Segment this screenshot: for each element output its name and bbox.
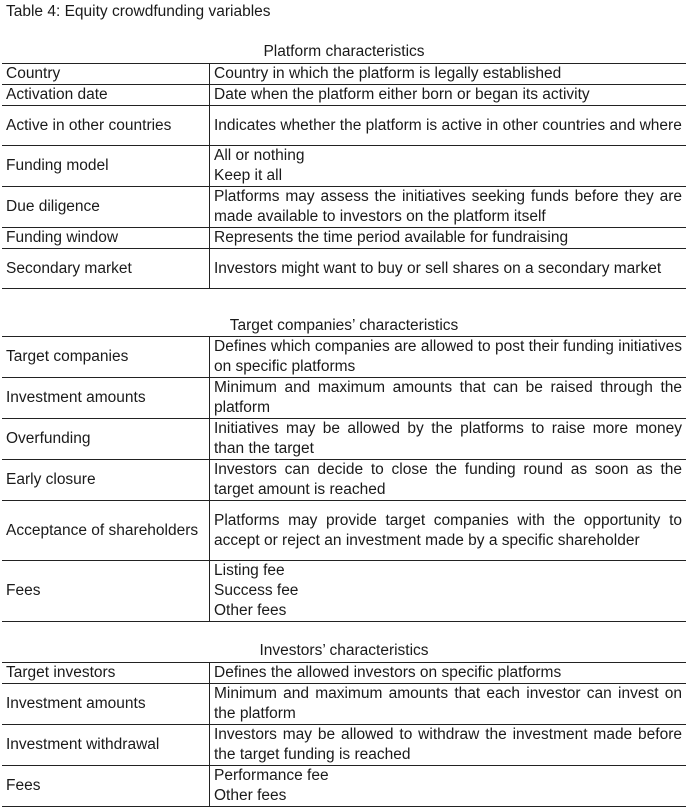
variable-name: Activation date	[2, 85, 210, 106]
variable-name: Active in other countries	[2, 106, 210, 146]
variable-description: Investors can decide to close the funding round as soon as the target amount is reached	[210, 460, 687, 501]
variable-name: Secondary market	[2, 249, 210, 289]
table-row	[2, 187, 686, 228]
variable-name: Early closure	[2, 460, 210, 501]
variable-name: Fees	[2, 561, 210, 622]
variable-description: Minimum and maximum amounts that can be raised through the platform	[210, 378, 687, 419]
description-line: All or nothing	[214, 147, 305, 164]
variable-name: Funding window	[2, 228, 210, 249]
description-line: Other fees	[214, 602, 287, 619]
variable-name: Due diligence	[2, 187, 210, 228]
variable-name: Fees	[2, 766, 210, 807]
table-row	[2, 64, 686, 85]
table-caption: Table 4: Equity crowdfunding variables	[6, 3, 271, 20]
variable-description: Country in which the platform is legally established	[210, 64, 687, 85]
variable-name: Acceptance of shareholders	[2, 501, 210, 561]
table-row	[2, 106, 686, 146]
table-row	[2, 460, 686, 501]
variable-description	[210, 766, 687, 807]
description-line: Keep it all	[214, 167, 283, 184]
variable-description: Investors may be allowed to withdraw the investment made before the target funding is reached	[210, 725, 687, 766]
table-row	[2, 725, 686, 766]
variable-name: Overfunding	[2, 419, 210, 460]
table-row	[2, 561, 686, 622]
variable-name: Target companies	[2, 337, 210, 378]
platform-characteristics-table	[2, 63, 686, 289]
variable-name: Country	[2, 64, 210, 85]
table-row	[2, 419, 686, 460]
variable-description: Represents the time period available for fundraising	[210, 228, 687, 249]
table-row	[2, 228, 686, 249]
variable-name: Investment amounts	[2, 378, 210, 419]
target-companies-table	[2, 336, 686, 622]
variable-description: Platforms may provide target companies with the opportunity to accept or reject an investment made by a specific shareholder	[210, 501, 687, 561]
variable-description: Defines the allowed investors on specific platforms	[210, 663, 687, 684]
variable-description: Date when the platform either born or began its activity	[210, 85, 687, 106]
description-line: Other fees	[214, 787, 287, 804]
variable-name: Funding model	[2, 146, 210, 187]
variable-description	[210, 146, 687, 187]
variable-name: Investment amounts	[2, 684, 210, 725]
table-row	[2, 249, 686, 289]
variable-description: Indicates whether the platform is active in other countries and where	[210, 106, 687, 146]
variable-description: Minimum and maximum amounts that each investor can invest on the platform	[210, 684, 687, 725]
variable-description: Platforms may assess the initiatives seeking funds before they are made available to investors on the platform itself	[210, 187, 687, 228]
variable-description: Defines which companies are allowed to post their funding initiatives on specific platforms	[210, 337, 687, 378]
description-line: Listing fee	[214, 562, 285, 579]
table-row	[2, 766, 686, 807]
table-row	[2, 85, 686, 106]
table-row	[2, 337, 686, 378]
table-row	[2, 684, 686, 725]
table-row	[2, 146, 686, 187]
variable-name: Target investors	[2, 663, 210, 684]
variable-description	[210, 561, 687, 622]
section-title-target-companies: Target companies’ characteristics	[229, 317, 459, 334]
table-row	[2, 663, 686, 684]
variable-name: Investment withdrawal	[2, 725, 210, 766]
description-line: Performance fee	[214, 767, 329, 784]
table-row	[2, 378, 686, 419]
investors-characteristics-table	[2, 662, 686, 807]
table-row	[2, 501, 686, 561]
variable-description: Initiatives may be allowed by the platforms to raise more money than the target	[210, 419, 687, 460]
description-line: Success fee	[214, 582, 299, 599]
section-title-platform: Platform characteristics	[263, 43, 425, 60]
variable-description: Investors might want to buy or sell shares on a secondary market	[210, 249, 687, 289]
section-title-investors: Investors’ characteristics	[259, 642, 429, 659]
